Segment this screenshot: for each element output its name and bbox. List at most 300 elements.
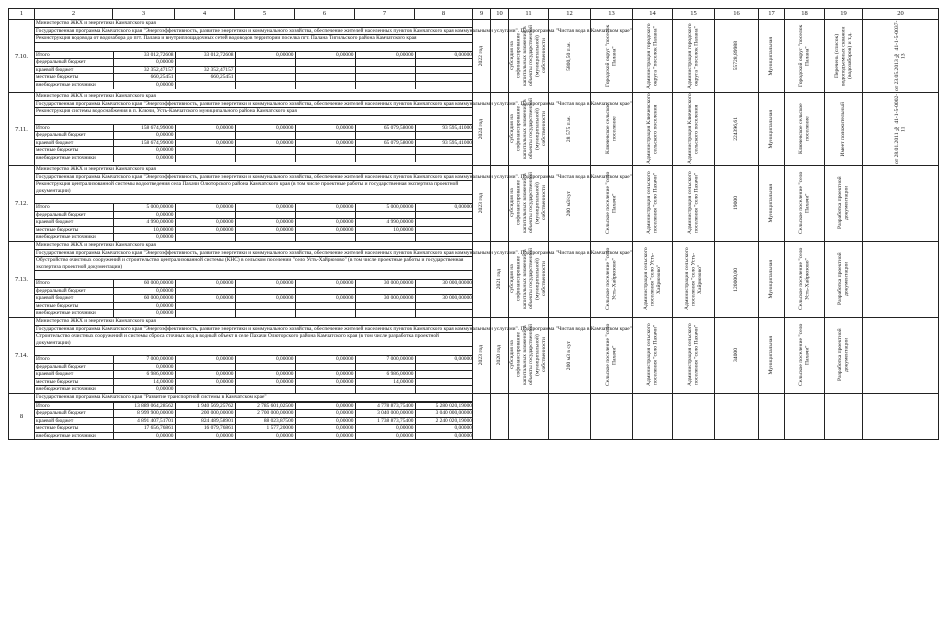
attribute-text: Сельское поселение "село Усть-Хайрюзово" — [798, 248, 811, 311]
amount-cell — [235, 147, 295, 155]
amount-cell: 200 000,00000 — [175, 410, 235, 418]
amount-cell: 60 000,00000 — [113, 279, 175, 287]
attribute-text: Администрация городского округа "поселок Палана" — [646, 23, 659, 89]
amount-cell — [355, 234, 415, 241]
funding-source-label: федеральный бюджет — [35, 287, 113, 295]
attribute-cell-c15 — [673, 93, 715, 166]
attribute-text: 2021 год — [496, 269, 503, 290]
amount-cell — [415, 81, 473, 88]
amount-cell — [295, 154, 355, 161]
amount-cell — [295, 386, 355, 393]
funding-source-label: федеральный бюджет — [35, 59, 113, 67]
amount-cell: 0,00000 — [113, 132, 175, 140]
attribute-text: Имеет положительный — [840, 101, 847, 157]
amount-cell — [295, 132, 355, 140]
attribute-text: 28 575 п.м. — [566, 115, 573, 143]
attribute-cell-c15 — [673, 166, 715, 242]
empty-cell — [715, 393, 759, 440]
amount-cell: 0,00000 — [235, 355, 295, 363]
amount-cell: 0,00000 — [175, 204, 235, 212]
program-name: Государственная программа Камчатского края "Развитие транспортной системы в Камчатском крае" — [35, 394, 472, 402]
amount-cell — [175, 386, 235, 393]
amount-cell — [415, 310, 473, 317]
object-title: Строительство очистных сооружений и системы сброса сточных вод в водный объект в селе Пахачи Олюторского района Камчатского края (в том числе разработка проектной документации) — [35, 333, 472, 347]
amount-cell — [295, 363, 355, 371]
column-number: 11 — [509, 9, 549, 20]
attribute-cell-c16 — [715, 241, 759, 317]
amount-cell — [235, 59, 295, 67]
amount-cell: 0,00000 — [113, 211, 175, 219]
amount-cell: 10,00000 — [113, 226, 175, 234]
amount-cell — [355, 154, 415, 161]
object-title: Реконструкция водовода от водозабора до пгт. Палана и внутриплощадочных сетей водоводов территории поселка пгт. Палана Тигильского района Камчатского края — [35, 35, 472, 42]
attribute-text: Администрация сельского поселения "село Пахачи" — [687, 172, 700, 235]
amount-cell — [175, 234, 235, 241]
attribute-cell-c15 — [673, 241, 715, 317]
amount-cell — [355, 74, 415, 82]
financing-row — [35, 425, 473, 433]
amount-cell: 0,00000 — [235, 295, 295, 303]
amount-cell: 14,00000 — [355, 378, 415, 386]
attribute-text: Городской округ "поселок Палана" — [798, 24, 811, 88]
amount-cell — [295, 234, 355, 241]
column-number: 6 — [295, 9, 355, 20]
attribute-text: Разработка проектной документации — [837, 253, 850, 306]
amount-cell — [355, 211, 415, 219]
amount-cell: 30 000,00000 — [355, 279, 415, 287]
amount-cell — [295, 147, 355, 155]
column-number-header — [9, 9, 939, 20]
attribute-text: субсидия на софинансирование капитальных вложений в объекты государственной (муниципальной) собственности — [509, 98, 548, 160]
financing-row — [35, 386, 473, 393]
amount-cell — [355, 302, 415, 310]
table-row — [9, 317, 939, 393]
amount-cell — [175, 132, 235, 140]
amount-cell — [415, 378, 473, 386]
document-sheet — [8, 8, 907, 440]
amount-cell — [295, 287, 355, 295]
amount-cell: 0,00000 — [295, 219, 355, 227]
amount-cell — [235, 74, 295, 82]
amount-cell: 4 990,00000 — [355, 219, 415, 227]
amount-cell — [175, 211, 235, 219]
amount-cell: 0,00000 — [295, 139, 355, 147]
amount-cell: 0,00000 — [113, 287, 175, 295]
amount-cell: 0,00000 — [235, 226, 295, 234]
amount-cell: 3 040 000,00000 — [355, 410, 415, 418]
attribute-cell-c19 — [825, 166, 863, 242]
financing-row — [35, 402, 473, 410]
attribute-cell-c20 — [863, 93, 939, 166]
empty-cell — [591, 393, 633, 440]
financing-row — [35, 378, 473, 386]
column-number: 1 — [9, 9, 35, 20]
amount-cell: 17 656,76861 — [113, 425, 175, 433]
amount-cell: 0,00000 — [175, 124, 235, 132]
empty-cell — [473, 393, 491, 440]
amount-cell: 0,00000 — [235, 371, 295, 379]
amount-cell: 1 577,20000 — [235, 425, 295, 433]
financing-row — [35, 287, 473, 295]
empty-cell — [759, 393, 785, 440]
funding-source-label: краевой бюджет — [35, 371, 113, 379]
amount-cell: 0,00000 — [355, 425, 415, 433]
financing-row — [35, 310, 473, 317]
attribute-text: 34000 — [733, 348, 740, 363]
amount-cell: 4 778 873,75400 — [355, 402, 415, 410]
attribute-cell-c16 — [715, 93, 759, 166]
amount-cell: 30 000,00000 — [415, 295, 473, 303]
funding-source-label: местные бюджеты — [35, 226, 113, 234]
attribute-cell-c17 — [759, 241, 785, 317]
amount-cell — [235, 211, 295, 219]
table-row-section-8 — [9, 393, 939, 440]
amount-cell: 0,00000 — [235, 139, 295, 147]
amount-cell: 1 738 873,75400 — [355, 417, 415, 425]
amount-cell: 5 280 020,19000 — [415, 402, 473, 410]
attribute-text: Сельское поселение "село Пахачи" — [605, 324, 618, 387]
funding-source-label: краевой бюджет — [35, 139, 113, 147]
attribute-text: Городской округ "поселок Палана" — [605, 24, 618, 88]
column-number: 18 — [785, 9, 825, 20]
financing-row — [35, 363, 473, 371]
amount-cell: 0,00000 — [415, 51, 473, 59]
attribute-cell-c17 — [759, 20, 785, 93]
amount-cell: 0,00000 — [113, 147, 175, 155]
amount-cell: 0,00000 — [235, 219, 295, 227]
amount-cell — [415, 74, 473, 82]
amount-cell — [295, 74, 355, 82]
amount-cell: 2 700 000,00000 — [235, 410, 295, 418]
attribute-cell-c16 — [715, 20, 759, 93]
financing-row — [35, 74, 473, 82]
attribute-cell-c19 — [825, 93, 863, 166]
section-8-description — [35, 393, 473, 440]
amount-cell: 0,00000 — [235, 51, 295, 59]
empty-cell — [825, 393, 863, 440]
amount-cell — [415, 132, 473, 140]
row-number: 7.12. — [9, 166, 35, 242]
program-name: Государственная программа Камчатского края "Энергоэффективность, развитие энергетики и коммунального хозяйства, обеспечение жителей населенных пунктов Камчатского края коммунальными услугами". Подпрограмма "Чистая вода в Камчатском крае" — [36, 27, 632, 34]
attribute-text: субсидия на софинансирование капитальных вложений в объекты государственной (муниципальной) собственности — [509, 172, 548, 234]
amount-cell: 7 000,00000 — [113, 355, 175, 363]
amount-cell — [175, 81, 235, 88]
attribute-cell-c18 — [785, 93, 825, 166]
financing-row — [35, 417, 473, 425]
amount-cell — [415, 371, 473, 379]
attribute-text: 224396,61 — [733, 117, 740, 141]
funding-source-label: внебюджетные источники — [35, 432, 113, 439]
financing-row — [35, 226, 473, 234]
funding-source-label: Итого — [35, 279, 113, 287]
financing-table — [35, 402, 473, 440]
amount-cell — [235, 81, 295, 88]
amount-cell: 0,00000 — [295, 425, 355, 433]
amount-cell — [415, 386, 473, 393]
amount-cell: 0,00000 — [415, 355, 473, 363]
financing-row — [35, 132, 473, 140]
attribute-text: Муниципальная — [768, 109, 775, 149]
attribute-text: субсидия на софинансирование капитальных вложений в объекты государственной (муниципальной) собственности — [509, 25, 548, 87]
amount-cell — [235, 154, 295, 161]
amount-cell: 33 012,72608 — [113, 51, 175, 59]
attribute-cell-c11 — [509, 20, 549, 93]
funding-source-label: федеральный бюджет — [35, 132, 113, 140]
attribute-text: Сельское поселение "село Пахачи" — [798, 324, 811, 387]
amount-cell: 30 000,00000 — [355, 295, 415, 303]
column-number: 16 — [715, 9, 759, 20]
amount-cell: 0,00000 — [175, 371, 235, 379]
financing-row — [35, 81, 473, 88]
attribute-cell-c18 — [785, 241, 825, 317]
amount-cell: 0,00000 — [295, 124, 355, 132]
table-row — [9, 93, 939, 166]
amount-cell — [175, 310, 235, 317]
amount-cell: 0,00000 — [113, 363, 175, 371]
attribute-text: Муниципальная — [768, 336, 775, 375]
program-name: Государственная программа Камчатского края "Энергоэффективность, развитие энергетики и коммунального хозяйства, обеспечение жителей населенных пунктов Камчатского края коммунальными услугами". Подпрограмма "Чистая вода в Камчатском крае" — [36, 173, 632, 180]
amount-cell: 6 986,00000 — [113, 371, 175, 379]
attribute-text: Сельское поселение "село Усть-Хайрюзово" — [605, 248, 618, 311]
amount-cell — [235, 386, 295, 393]
attribute-text: 200 м3 в сут — [566, 340, 573, 371]
amount-cell: 0,00000 — [415, 204, 473, 212]
funding-source-label: Итого — [35, 355, 113, 363]
attribute-cell-c18 — [785, 20, 825, 93]
attribute-text: Администрация Ключевского сельского поселения — [687, 93, 700, 165]
financing-row — [35, 59, 473, 67]
amount-cell: 0,00000 — [175, 432, 235, 439]
attribute-text: Сельское поселение "село Пахачи" — [798, 172, 811, 235]
amount-cell — [415, 287, 473, 295]
amount-cell: 0,00000 — [295, 226, 355, 234]
investment-table — [8, 8, 939, 440]
amount-cell: 6 986,00000 — [355, 371, 415, 379]
amount-cell: 0,00000 — [175, 378, 235, 386]
column-number: 20 — [863, 9, 939, 20]
amount-cell: 0,00000 — [235, 124, 295, 132]
funding-source-label: внебюджетные источники — [35, 234, 113, 241]
amount-cell: 5 000,00000 — [355, 204, 415, 212]
amount-cell — [415, 59, 473, 67]
row-number: 7.11. — [9, 93, 35, 166]
amount-cell — [235, 234, 295, 241]
funding-source-label: федеральный бюджет — [35, 410, 113, 418]
amount-cell — [295, 302, 355, 310]
amount-cell: 0,00000 — [175, 295, 235, 303]
amount-cell — [355, 59, 415, 67]
attribute-cell-c14 — [633, 241, 673, 317]
amount-cell — [355, 363, 415, 371]
attribute-cell-c18 — [785, 317, 825, 393]
ministry-name: Министерство ЖКХ и энергетики Камчатского края — [35, 242, 472, 250]
attribute-text: Администрация сельского поселения "село Усть-Хайрюзово" — [683, 248, 703, 311]
column-number: 15 — [673, 9, 715, 20]
attribute-cell-c14 — [633, 317, 673, 393]
attribute-cell-c19 — [825, 317, 863, 393]
amount-cell — [295, 81, 355, 88]
amount-cell: 30 000,00000 — [415, 279, 473, 287]
attribute-text: субсидия на софинансирование капитальных вложений в объекты государственной (муниципальной) собственности — [509, 324, 548, 386]
column-number: 14 — [633, 9, 673, 20]
column-number: 17 — [759, 9, 785, 20]
amount-cell — [175, 302, 235, 310]
amount-cell: 8 999 900,00000 — [113, 410, 175, 418]
attribute-text: Муниципальная — [768, 260, 775, 299]
ministry-name: Министерство ЖКХ и энергетики Камчатского края — [35, 20, 472, 28]
amount-cell: 93 595,41000 — [415, 124, 473, 132]
amount-cell — [235, 310, 295, 317]
financing-row — [35, 219, 473, 227]
funding-source-label: Итого — [35, 124, 113, 132]
amount-cell — [415, 234, 473, 241]
table-row — [9, 166, 939, 242]
attribute-text: 5800,50 п.м. — [566, 41, 573, 71]
row-number: 8 — [9, 393, 35, 440]
financing-row — [35, 355, 473, 363]
amount-cell: 660,25451 — [175, 74, 235, 82]
amount-cell: 32 352,47157 — [113, 66, 175, 74]
attribute-text: Администрация сельского поселения "село Пахачи" — [646, 324, 659, 387]
amount-cell — [355, 147, 415, 155]
funding-source-label: местные бюджеты — [35, 378, 113, 386]
financing-row — [35, 371, 473, 379]
attribute-text: 2020 год — [496, 345, 503, 366]
attribute-text: субсидия на софинансирование капитальных вложений в объекты государственной (муниципальной) собственности — [509, 248, 548, 310]
amount-cell: 0,00000 — [295, 51, 355, 59]
attribute-text: 2024 год — [478, 118, 485, 140]
attribute-cell-c16 — [715, 317, 759, 393]
amount-cell — [235, 302, 295, 310]
amount-cell: 3 040 000,00000 — [415, 410, 473, 418]
attribute-cell-c14 — [633, 93, 673, 166]
amount-cell: 0,00000 — [175, 226, 235, 234]
attribute-cell-c14 — [633, 20, 673, 93]
amount-cell: 0,00000 — [113, 386, 175, 393]
amount-cell — [355, 81, 415, 88]
amount-cell — [415, 363, 473, 371]
amount-cell: 0,00000 — [113, 310, 175, 317]
object-title: Обустройство очистных сооружений и строительство централизованной системы (КНС) в сельском поселении "село Усть-Хайрюзово" (в том числе проектные работы и государственная экспертиза проектной документации) — [35, 257, 472, 271]
funding-source-label: федеральный бюджет — [35, 211, 113, 219]
amount-cell: 13 889 064,28562 — [113, 402, 175, 410]
ministry-name: Министерство ЖКХ и энергетики Камчатского края — [35, 318, 472, 326]
attribute-text: от 23.05.2013 № 41-1-5-0037-13 — [894, 20, 907, 92]
funding-source-label: местные бюджеты — [35, 147, 113, 155]
empty-cell — [491, 393, 509, 440]
attribute-text: Ключевское сельское поселение — [605, 103, 618, 155]
financing-row — [35, 211, 473, 219]
column-number: 13 — [591, 9, 633, 20]
funding-source-label: внебюджетные источники — [35, 386, 113, 393]
amount-cell — [355, 287, 415, 295]
attribute-cell-c11 — [509, 93, 549, 166]
amount-cell — [295, 310, 355, 317]
financing-row — [35, 234, 473, 241]
attribute-cell-c11 — [509, 317, 549, 393]
amount-cell: 0,00000 — [113, 154, 175, 161]
attribute-text: Администрация сельского поселения "село Усть-Хайрюзово" — [642, 248, 662, 311]
column-number: 10 — [491, 9, 509, 20]
attribute-text: 200 м3/сут — [566, 190, 573, 217]
empty-cell — [633, 393, 673, 440]
funding-source-label: Итого — [35, 402, 113, 410]
attribute-cell-c11 — [509, 241, 549, 317]
amount-cell — [415, 147, 473, 155]
financing-table — [35, 355, 473, 393]
amount-cell — [415, 226, 473, 234]
financing-row — [35, 139, 473, 147]
amount-cell: 65 079,58000 — [355, 139, 415, 147]
empty-cell — [863, 393, 939, 440]
amount-cell — [235, 287, 295, 295]
amount-cell — [235, 363, 295, 371]
financing-row — [35, 302, 473, 310]
financing-row — [35, 279, 473, 287]
funding-source-label: краевой бюджет — [35, 66, 113, 74]
attribute-text: Администрация городского округа "поселок Палана" — [687, 23, 700, 89]
financing-row — [35, 295, 473, 303]
amount-cell — [415, 154, 473, 161]
attribute-cell-c17 — [759, 317, 785, 393]
attribute-text: Разработка проектной документации — [837, 177, 850, 230]
attribute-text: Муниципальная — [768, 184, 775, 223]
financing-row — [35, 51, 473, 59]
amount-cell: 0,00000 — [175, 139, 235, 147]
attribute-text: Сельское поселение "село Пахачи" — [605, 172, 618, 235]
amount-cell: 60 000,00000 — [113, 295, 175, 303]
amount-cell: 33 012,72608 — [175, 51, 235, 59]
attribute-cell-c20 — [863, 317, 939, 393]
object-title: Реконструкция централизованной системы водоотведения села Пахачи Олюторского района Камчатского края (в том числе проектные работы и государственная экспертиза проектной документации) — [35, 181, 472, 195]
amount-cell — [355, 66, 415, 74]
amount-cell: 0,00000 — [295, 417, 355, 425]
amount-cell: 0,00000 — [415, 432, 473, 439]
object-title: Реконструкция системы водоснабжения в п. Ключи, Усть-Камчатского муниципального района Камчатского края — [35, 108, 472, 115]
amount-cell: 824 489,58901 — [175, 417, 235, 425]
attribute-text: Ключевское сельское поселение — [798, 103, 811, 155]
amount-cell: 0,00000 — [235, 279, 295, 287]
financing-row — [35, 154, 473, 161]
amount-cell: 158 674,99000 — [113, 139, 175, 147]
amount-cell — [415, 219, 473, 227]
amount-cell: 0,00000 — [175, 355, 235, 363]
amount-cell: 16 079,76861 — [175, 425, 235, 433]
column-number: 4 — [175, 9, 235, 20]
amount-cell: 0,00000 — [295, 295, 355, 303]
funding-source-label: внебюджетные источники — [35, 154, 113, 161]
attribute-text: 2023 год — [478, 193, 485, 214]
funding-source-label: внебюджетные источники — [35, 81, 113, 88]
attribute-cell-c18 — [785, 166, 825, 242]
amount-cell — [175, 59, 235, 67]
amount-cell — [235, 132, 295, 140]
financing-row — [35, 147, 473, 155]
column-number: 9 — [473, 9, 491, 20]
financing-row — [35, 124, 473, 132]
amount-cell: 0,00000 — [295, 402, 355, 410]
attribute-cell-c20 — [863, 166, 939, 242]
amount-cell: 0,00000 — [113, 234, 175, 241]
amount-cell: 0,00000 — [113, 59, 175, 67]
attribute-cell-c15 — [673, 317, 715, 393]
amount-cell — [175, 287, 235, 295]
empty-cell — [785, 393, 825, 440]
financing-table — [35, 124, 473, 162]
amount-cell — [415, 211, 473, 219]
funding-source-label: Итого — [35, 51, 113, 59]
ministry-name: Министерство ЖКХ и энергетики Камчатского края — [35, 166, 472, 174]
